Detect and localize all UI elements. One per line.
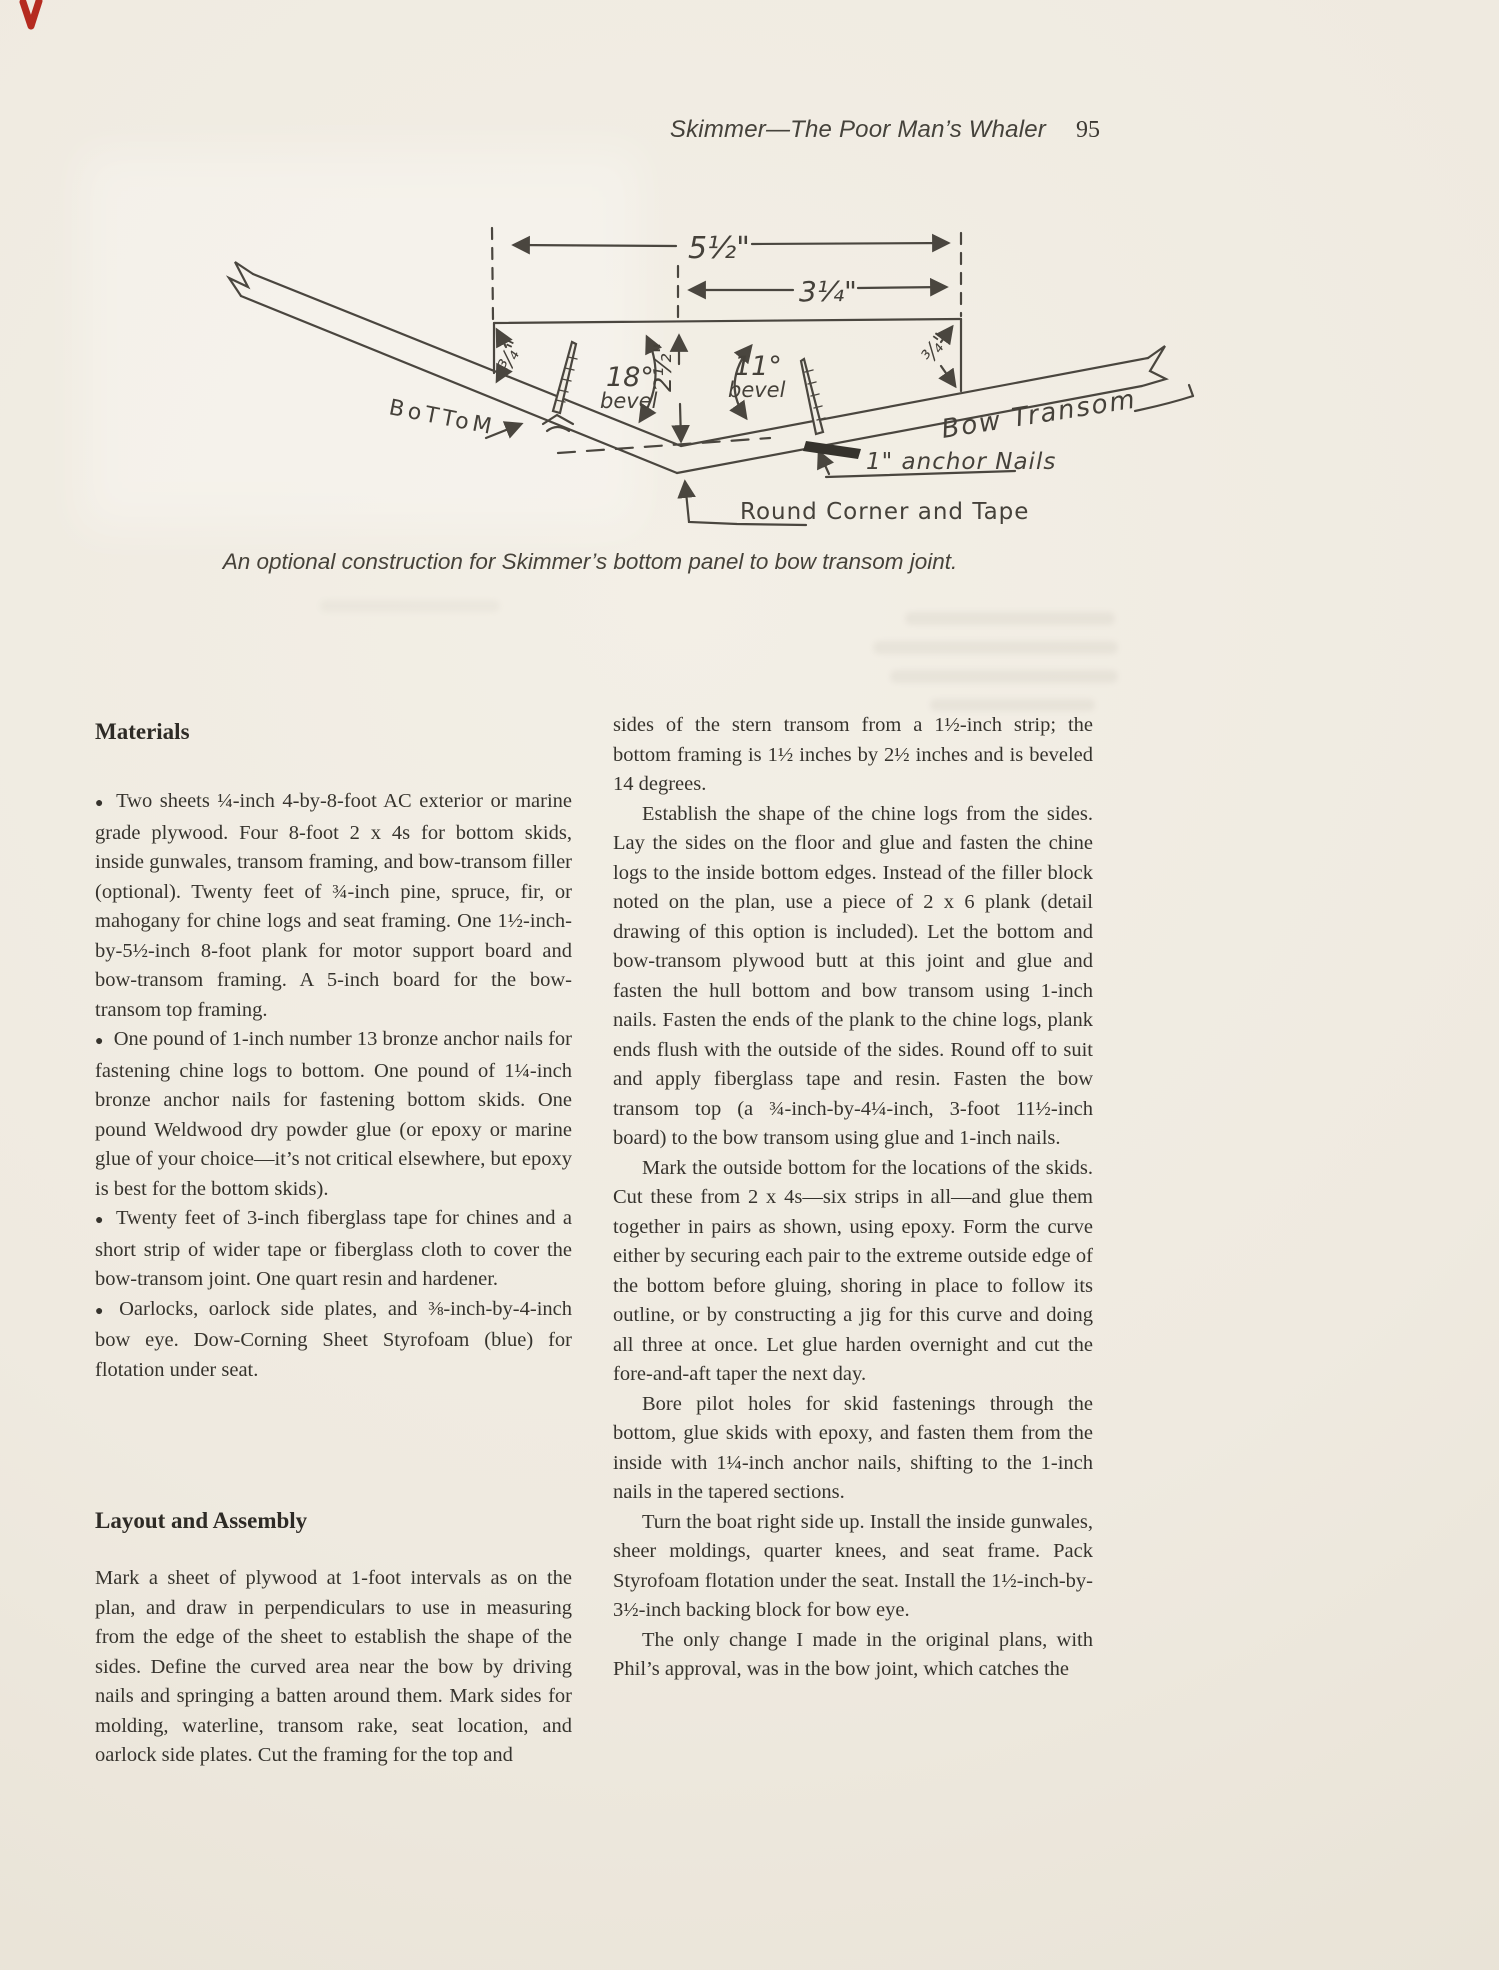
bullet-icon: ● (95, 796, 106, 811)
thickness-arrow-right-down (941, 366, 955, 386)
materials-bullet-item: ● Two sheets ¼-inch 4-by-8-foot AC exterior or marine grade plywood. Four 8-foot 2 x 4s for bottom skids, inside gunwales, transom framing, and bow-transom filler (optional). Twenty feet of ¾-inch pine, spruce, fir, or mahogany for chine logs and seat framing. One 1½-inch-by-5½-inch 8-foot plank for motor support board and bow-transom framing. A 5-inch board for the bow-transom top framing. (95, 790, 572, 1021)
dim-3quarter-label: 3¼" (799, 275, 857, 308)
bleedthrough-smudge (890, 670, 1118, 683)
materials-bullet-item: ● Oarlocks, oarlock side plates, and ⅜-inch-by-4-inch bow eye. Dow-Corning Sheet Styrofoam (blue) for flotation under seat. (95, 1297, 572, 1381)
bow-transom-leader (1135, 396, 1193, 411)
body-paragraph: Bore pilot holes for skid fastenings through the bottom, glue skids with epoxy, and fasten them from the inside with 1¼-inch anchor nails, shifting to the 1-inch nails in the tapered sections. (613, 1392, 1093, 1503)
layout-paragraph: Mark a sheet of plywood at 1-foot intervals as on the plan, and draw in perpendiculars to use in measuring from the edge of the sheet to establish the shape of the sides. Define the curved area near the bow by driving nails and springing a batten around them. Mark sides for molding, waterline, transom rake, seat location, and oarlock side plates. Cut the framing for the top and (95, 1567, 572, 1766)
bevel-18-label: 18° (606, 362, 654, 393)
body-paragraph: The only change I made in the original plans, with Phil’s approval, was in the bow joint, which catches the (613, 1628, 1093, 1680)
materials-heading: Materials (95, 719, 190, 744)
right-column (613, 711, 1093, 1685)
bow-transom-leader-tick (1189, 385, 1193, 396)
dim-depth-label: 2½" (649, 342, 677, 392)
bevel-11-word: bevel (728, 378, 786, 402)
bow-transom-label: Bow Transom (939, 384, 1139, 445)
anchor-nails-label: 1" anchor Nails (866, 449, 1057, 475)
body-paragraph: sides of the stern transom from a 1½-inch strip; the bottom framing is 1½ inches by 2½ inches and is beveled 14 degrees. (613, 714, 1093, 795)
red-corner-mark (23, 1, 39, 26)
dim-line-5half-right (752, 243, 948, 244)
break-mark-left (229, 262, 253, 296)
body-paragraph: Mark the outside bottom for the locations of the skids. Cut these from 2 x 4s—six strips in all—and glue them together in pairs as shown, using epoxy. Form the curve either by securing each pair to the extreme outside edge of the bottom before gluing, shoring in place to follow its outline, or by constructing a jig for this curve and doing all three at once. Let glue harden overnight and cut the fore-and-aft taper the next day. (613, 1156, 1093, 1385)
dim-5half-label: 5½" (688, 231, 750, 266)
running-head-title: Skimmer—The Poor Man’s Whaler (669, 116, 1046, 143)
layout-assembly-heading: Layout and Assembly (95, 1508, 308, 1533)
figure-caption: An optional construction for Skimmer’s bottom panel to bow transom joint. (222, 549, 958, 574)
page-number: 95 (1076, 117, 1100, 143)
bleedthrough-smudge (320, 600, 500, 612)
thickness-right-label: ¾" (916, 328, 954, 367)
body-paragraph: Turn the boat right side up. Install the inside gunwales, sheer moldings, quarter knees, and seat frame. Pack Styrofoam flotation under the seat. Install the 1½-inch-by-3½-inch backing block for bow eye. (613, 1510, 1093, 1621)
dim-line-depth-down (680, 404, 681, 441)
anchor-nails-leader (819, 452, 829, 474)
bleedthrough-smudge (930, 699, 1095, 711)
materials-list (95, 787, 572, 1385)
bullet-icon: ● (95, 1213, 106, 1228)
anchor-nail-drawing-left (543, 342, 577, 431)
thickness-left-label: ¾" (493, 336, 528, 375)
bullet-icon: ● (95, 1303, 109, 1319)
filler-block-top (494, 319, 961, 323)
bevel-11-label: 11° (734, 351, 782, 382)
bullet-icon: ● (95, 1034, 104, 1049)
body-paragraph: Establish the shape of the chine logs from the sides. Lay the sides on the floor and glue and fasten the chine logs to the inside bottom edges. Instead of the filler block noted on the plan, use a piece of 2 x 6 plank (detail drawing of this option is included). Let the bottom and bow-transom plywood butt at this joint and glue and fasten the hull bottom and bow transom using 1-inch nails. Fasten the ends of the plank to the chine logs, plank ends flush with the outside of the sides. Round off to suit and apply fiberglass tape and resin. Fasten the bow transom top (a ¾-inch-by-4¼-inch, 3-foot 11½-inch board) to the bow transom using glue and 1-inch nails. (613, 802, 1093, 1149)
bottom-panel-label: BoTToM (386, 395, 498, 441)
bleedthrough-smudge (873, 641, 1118, 654)
materials-bullet-item: ● Twenty feet of 3-inch fiberglass tape for chines and a short strip of wider tape or fiberglass cloth to cover the bow-transom joint. One quart resin and hardener. (95, 1207, 572, 1290)
break-mark-right (1142, 346, 1166, 386)
diagram-lines (229, 228, 1193, 525)
bevel-18-word: bevel (600, 389, 658, 413)
bleedthrough-smudge (905, 612, 1115, 625)
extension-line-left (492, 228, 493, 320)
dim-line-5half-left (514, 245, 676, 246)
construction-diagram (0, 0, 1250, 545)
round-corner-label: Round Corner and Tape (740, 499, 1030, 525)
materials-bullet-item: ● One pound of 1-inch number 13 bronze anchor nails for fastening chine logs to bottom. One pound of 1¼-inch bronze anchor nails for fastening bottom skids. One pound Weldwood dry powder glue (or epoxy or marine glue of your choice—it’s not critical elsewhere, but epoxy is best for the bottom skids). (95, 1028, 572, 1200)
dim-line-3quarter-right (858, 287, 946, 288)
left-column (95, 718, 572, 1771)
